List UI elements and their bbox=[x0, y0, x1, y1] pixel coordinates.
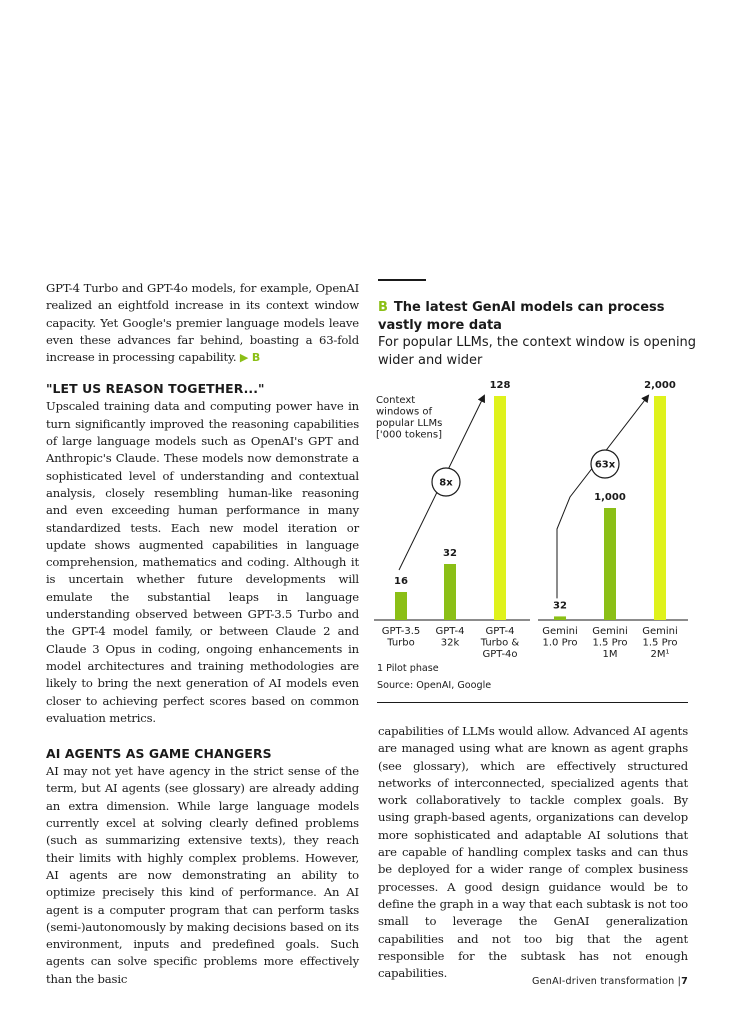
chart-value-label: 32 bbox=[553, 600, 567, 612]
chart-value-label: 32 bbox=[443, 548, 457, 559]
context-window-chart bbox=[370, 372, 694, 672]
figure-subtitle: For popular LLMs, the context window is opening wider and wider bbox=[378, 335, 697, 368]
right-column-paragraph: capabilities of LLMs would allow. Advanced AI agents are managed using what are known as agent graphs (see glossary), which are effectively structured networks of interconnected, specialized agents that work collaboratively to tackle complex goals. By using graph-based agents, organizations can develop more sophisticated and adaptable AI solutions that are capable of handling complex tasks and can thus be deployed for a wider range of complex business processes. A good design guidance would be to define the graph in a way that each subtask is not too small to leverage the GenAI generalization capabilities and not too big that the agent responsible for the subtask has not enough capabilities. bbox=[378, 724, 688, 981]
chart-category-label: Gemini bbox=[542, 626, 578, 637]
chart-category-label: 2M¹ bbox=[650, 649, 670, 660]
chart-value-label: 128 bbox=[489, 380, 511, 391]
chart-ylabel-line: popular LLMs bbox=[376, 418, 443, 429]
chart-bar bbox=[604, 508, 616, 620]
chart-category-label: 1M bbox=[602, 649, 618, 660]
section-heading-reason: "LET US REASON TOGETHER..." bbox=[46, 381, 265, 397]
chart-ylabel-line: ['000 tokens] bbox=[376, 429, 442, 441]
page-number: 7 bbox=[681, 976, 688, 987]
chart-ylabel-line: Context bbox=[376, 395, 416, 406]
chart-value-label: 16 bbox=[394, 576, 408, 587]
figure-title-text: The latest GenAI models can process vastly more data bbox=[378, 300, 665, 333]
chart-category-label: 1.5 Pro bbox=[592, 637, 628, 649]
section-paragraph-agents: AI may not yet have agency in the strict sense of the term, but AI agents (see glossary) are already adding an extra dimension. While large language models currently excel at solving clearly defined problems (such as summarizing extensive texts), they reach their limits with highly complex problems. However, AI agents are now demonstrating an ability to optimize precisely this kind of performance. An AI agent is a computer program that can perform tasks (semi-)autonomously by making decisions based on its environment, inputs and predefined goals. Such agents can solve specific problems more effectively than the basic bbox=[46, 764, 359, 986]
figure-letter: B bbox=[378, 300, 388, 315]
section-heading-agents: AI AGENTS AS GAME CHANGERS bbox=[46, 746, 272, 762]
chart-value-label: 2,000 bbox=[644, 380, 676, 391]
chart-category-label: Gemini bbox=[592, 626, 628, 637]
chart-category-label: Turbo bbox=[387, 637, 415, 649]
chart-bar bbox=[444, 564, 456, 620]
figure-top-rule bbox=[378, 279, 426, 281]
chart-bar bbox=[494, 396, 506, 620]
footer-text: GenAI-driven transformation bbox=[532, 976, 675, 987]
chart-bar bbox=[554, 616, 566, 620]
chart-bar bbox=[654, 396, 666, 620]
figure-reference[interactable]: ▶ B bbox=[239, 351, 261, 365]
footer-separator: | bbox=[677, 976, 682, 987]
figure-title bbox=[378, 299, 698, 334]
chart-growth-label: 63x bbox=[594, 459, 616, 471]
chart-bar bbox=[395, 592, 407, 620]
chart-category-label: GPT-4o bbox=[482, 649, 518, 660]
chart-value-label: 1,000 bbox=[594, 492, 626, 503]
chart-growth-label: 8x bbox=[439, 477, 453, 489]
chart-category-label: GPT-3.5 bbox=[381, 626, 421, 637]
intro-paragraph bbox=[46, 280, 359, 366]
page-footer bbox=[532, 976, 688, 987]
chart-category-label: Turbo & bbox=[480, 637, 520, 649]
chart-category-label: 1.0 Pro bbox=[542, 637, 578, 649]
figure-source: Source: OpenAI, Google bbox=[377, 680, 492, 691]
figure-bottom-rule bbox=[377, 702, 688, 703]
chart-category-label: 1.5 Pro bbox=[642, 637, 678, 649]
chart-ylabel-line: windows of bbox=[376, 406, 432, 418]
intro-text: GPT-4 Turbo and GPT-4o models, for example, OpenAI realized an eightfold increase in its context window capacity. Yet Google's premier language models leave even these advances far behind, boasting a 63-fold increase in processing capability. bbox=[46, 281, 359, 365]
section-paragraph-reason: Upscaled training data and computing power have in turn significantly improved the reasoning capabilities of large language models such as OpenAI's GPT and Anthropic's Claude. These models now demonstrate a sophisticated level of understanding and contextual analysis, closely resembling human-like reasoning and even exceeding human performance in many standardized tests. Each new model iteration or update shows augmented capabilities in language comprehension, mathematics and coding. Although it is uncertain whether future developments will emulate the substantial leaps in language understanding observed between GPT-3.5 Turbo and the GPT-4 model family, or between Claude 2 and Claude 3 Opus in coding, ongoing enhancements in model architectures and training methodologies are likely to bring the next generation of AI models even closer to achieving perfect scores based on common evaluation metrics. bbox=[46, 399, 359, 725]
left-column bbox=[46, 280, 359, 988]
chart-category-label: 32k bbox=[440, 637, 460, 649]
right-column bbox=[378, 723, 688, 982]
chart-category-label: GPT-4 bbox=[435, 626, 465, 637]
chart-category-label: GPT-4 bbox=[485, 626, 515, 637]
figure-footnote: 1 Pilot phase bbox=[377, 663, 439, 674]
chart-category-label: Gemini bbox=[642, 626, 678, 637]
